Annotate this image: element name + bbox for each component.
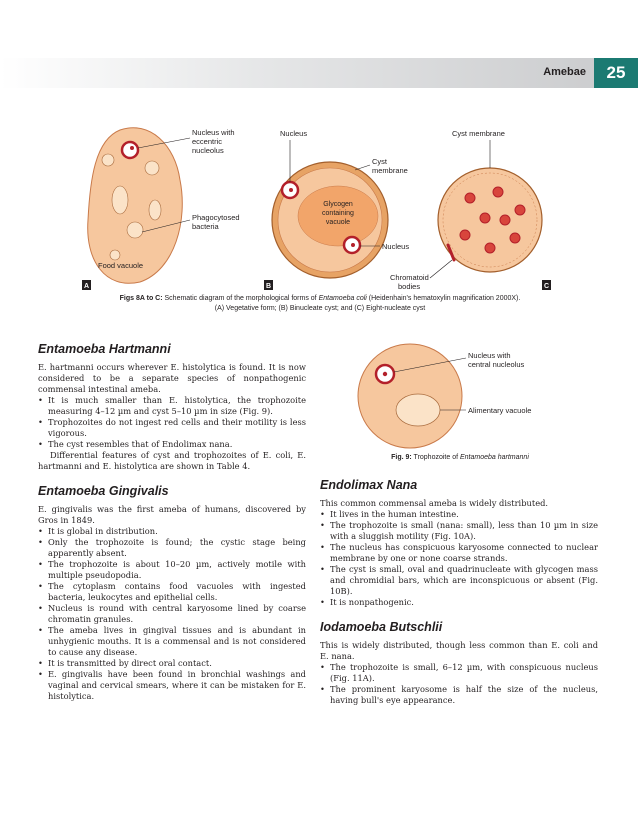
panel-a-badge: A xyxy=(84,283,90,290)
list-item: • The nucleus has conspicuous karyosome connected to nuclear membrane by one or none coarse strands. xyxy=(320,542,598,564)
label-nucleus-b: Nucleus xyxy=(280,129,308,138)
list-item: • The ameba lives in gingival tissues and is abundant in unhygienic mouths. It is a commensal and is not considered to cause any disease. xyxy=(38,625,306,658)
nucleus-a xyxy=(122,142,138,158)
chapter-title: Amebae xyxy=(543,66,586,78)
label-phagocytosed-2: bacteria xyxy=(192,222,219,231)
label-chromatoid-1: Chromatoid xyxy=(390,273,429,282)
figure-8-diagram xyxy=(80,120,560,300)
list-item: • It is transmitted by direct oral contact. xyxy=(38,658,306,669)
list-item: • The trophozoite is about 10–20 µm, actively motile with multiple pseudopodia. xyxy=(38,559,306,581)
label-nucleus-fig9-1: Nucleus with xyxy=(468,351,511,360)
panel-c-eight-nucleate-cyst xyxy=(390,129,551,291)
figure-8-caption-line-2: (A) Vegetative form; (B) Binucleate cyst; and (C) Eight-nucleate cyst xyxy=(214,305,426,312)
list-item: • It is nonpathogenic. xyxy=(320,597,598,608)
figure-8-caption xyxy=(60,294,580,314)
heading-endolimax: Endolimax Nana xyxy=(320,478,418,492)
list-item: • It lives in the human intestine. xyxy=(320,509,598,520)
gingivalis-list xyxy=(38,526,306,702)
panel-b-binucleate-cyst xyxy=(264,129,409,290)
endolimax-list xyxy=(320,509,598,608)
panel-b-badge: B xyxy=(266,283,272,290)
figure-8-caption-text-2: (Heidenhain's hematoxylin magnification 2000X). xyxy=(366,295,521,302)
label-glycogen-3: vacuole xyxy=(325,219,351,226)
figure-8-caption-text-1: Schematic diagram of the morphological forms of xyxy=(162,295,319,302)
label-glycogen-2: containing xyxy=(322,210,354,217)
label-cyst-membrane-b-2: membrane xyxy=(372,166,408,175)
figure-9-diagram xyxy=(340,340,580,452)
heading-gingivalis: Entamoeba Gingivalis xyxy=(38,484,169,498)
figure-9-caption xyxy=(330,454,590,461)
label-chromatoid-2: bodies xyxy=(398,282,421,291)
hartmanni-list xyxy=(38,395,306,450)
section-endolimax xyxy=(320,478,598,608)
label-nucleus-eccentric-2: eccentric xyxy=(192,137,223,146)
list-item: • Only the trophozoite is found; the cystic stage being apparently absent. xyxy=(38,537,306,559)
panel-a-vegetative-form xyxy=(82,128,240,290)
hartmanni-intro: E. hartmanni occurs wherever E. histolytica is found. It is now considered to be a separate species of nonpathogenic commensal intestinal ameba. xyxy=(38,362,306,394)
label-cyst-membrane-c: Cyst membrane xyxy=(452,129,505,138)
endolimax-intro: This common commensal ameba is widely distributed. xyxy=(320,498,549,508)
gingivalis-intro: E. gingivalis was the first ameba of humans, discovered by Gros in 1849. xyxy=(38,504,306,525)
iodamoeba-intro: This is widely distributed, though less common than E. coli and E. nana. xyxy=(320,640,598,661)
list-item: • The cyst is small, oval and quadrinucleate with glycogen mass and chromidial bars, which are inconspicuous or absent (Fig. 10B). xyxy=(320,564,598,597)
heading-iodamoeba: Iodamoeba Butschlii xyxy=(320,620,443,634)
list-item: • E. gingivalis have been found in bronchial washings and vaginal and cervical smears, where it can be mistaken for E. histolytica. xyxy=(38,669,306,702)
label-nucleus-b2: Nucleus xyxy=(382,242,410,251)
list-item: • Trophozoites do not ingest red cells and their motility is less vigorous. xyxy=(38,417,306,439)
list-item: • The prominent karyosome is half the size of the nucleus, having bull's eye appearance. xyxy=(320,684,598,706)
list-item: • The cyst resembles that of Endolimax nana. xyxy=(38,439,306,450)
label-nucleus-eccentric-1: Nucleus with xyxy=(192,128,235,137)
section-iodamoeba xyxy=(320,620,598,706)
iodamoeba-list xyxy=(320,662,598,706)
section-hartmanni xyxy=(38,342,306,472)
right-column xyxy=(320,478,598,718)
list-item: • It is global in distribution. xyxy=(38,526,306,537)
left-column xyxy=(38,342,306,714)
label-food-vacuole: Food vacuole xyxy=(98,261,144,270)
list-item: • The trophozoite is small (nana: small), less than 10 µm in size with a sluggish motility (Fig. 10A). xyxy=(320,520,598,542)
label-glycogen-1: Glycogen xyxy=(323,201,353,208)
list-item: • The trophozoite is small, 6–12 µm, with conspicuous nucleus (Fig. 11A). xyxy=(320,662,598,684)
figure-8-caption-italic: Entamoeba coli xyxy=(318,295,367,302)
hartmanni-outro: Differential features of cyst and trophozoites of E. coli, E. hartmanni and E. histolytica are shown in Table 4. xyxy=(38,450,306,471)
figure-8-caption-lead: Figs 8A to C: xyxy=(119,295,163,302)
label-cyst-membrane-b-1: Cyst xyxy=(372,157,387,166)
figure-9-caption-text: Trophozoite of xyxy=(411,454,460,461)
label-nucleus-fig9-2: central nucleolus xyxy=(468,360,525,369)
section-gingivalis xyxy=(38,484,306,702)
figure-9-caption-italic: Entamoeba hartmanni xyxy=(460,454,529,461)
list-item: • Nucleus is round with central karyosome lined by coarse chromatin granules. xyxy=(38,603,306,625)
alimentary-vacuole xyxy=(396,394,440,426)
figure-9-caption-lead: Fig. 9: xyxy=(391,454,412,461)
label-alimentary-vacuole: Alimentary vacuole xyxy=(468,406,532,415)
panel-c-badge: C xyxy=(544,283,550,290)
page-number: 25 xyxy=(594,58,638,88)
label-nucleus-eccentric-3: nucleolus xyxy=(192,146,224,155)
list-item: • The cytoplasm contains food vacuoles with ingested bacteria, leukocytes and epithelial cells. xyxy=(38,581,306,603)
heading-hartmanni: Entamoeba Hartmanni xyxy=(38,342,171,356)
list-item: • It is much smaller than E. histolytica, the trophozoite measuring 4–12 µm and cyst 5–10 µm in size (Fig. 9). xyxy=(38,395,306,417)
label-phagocytosed-1: Phagocytosed xyxy=(192,213,240,222)
